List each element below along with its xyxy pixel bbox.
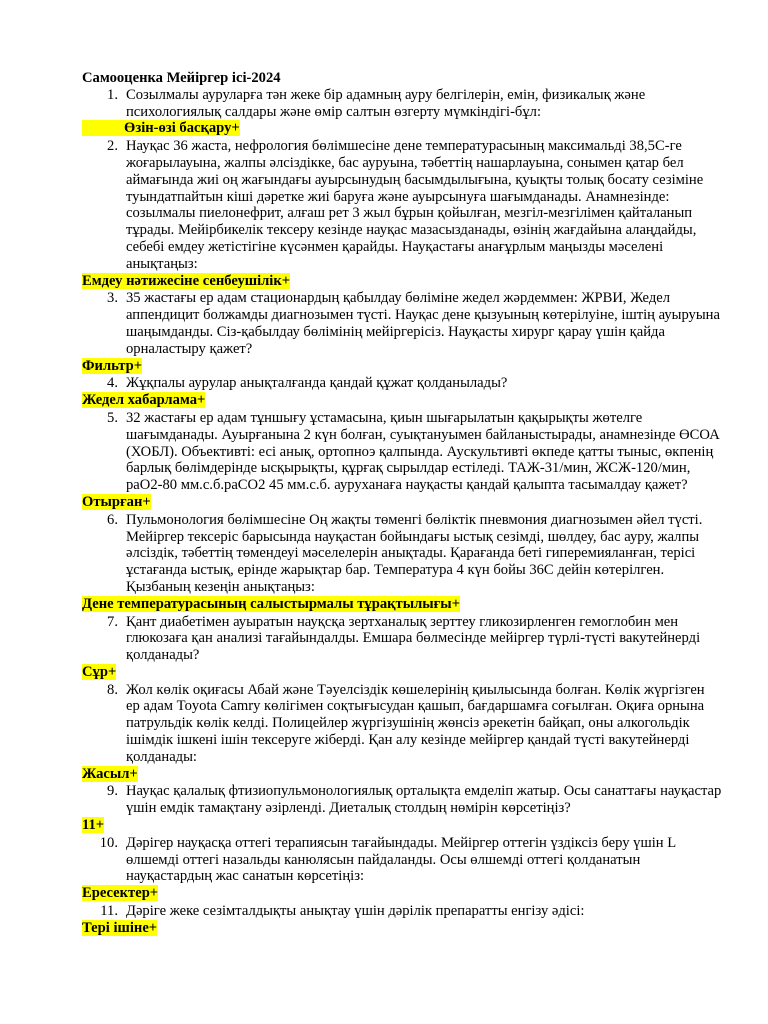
question-text: Жұқпалы аурулар анықталғанда қандай құжат қолданылады? [126, 375, 508, 392]
question-number: 8. [107, 681, 118, 698]
question-text: 35 жастағы ер адам стационардың қабылдау бөліміне жедел жәрдеммен: ЖРВИ, Жедел аппендицит болжамды диагнозымен түсті. Науқас дене қызуының көтерілуіне, іштің ауыруына шаңымданды. Сіз-қабылдау бөлімінің мейіргерісіз. Науқасты хирург қарау үшін қайда орналастыру қажет? [126, 290, 720, 357]
answer-text: Дене температурасының салыстырмалы тұрақтылығы+ [82, 595, 461, 612]
answer-text: Сұр+ [82, 663, 117, 680]
answer-text: Жедел хабарлама+ [82, 392, 206, 409]
question-number: 4. [107, 375, 118, 392]
question-1 [82, 87, 722, 121]
answer-2 [82, 273, 722, 290]
question-4 [82, 375, 722, 392]
question-number: 6. [107, 511, 118, 528]
question-8 [82, 682, 722, 766]
answer-1 [82, 120, 722, 137]
answer-text: Өзін-өзі басқару+ [82, 120, 240, 136]
answer-11 [82, 920, 722, 937]
answer-text: Отырған+ [82, 493, 151, 510]
answer-6 [82, 596, 722, 613]
question-number: 11. [100, 903, 118, 920]
document-title: Самооценка Мейіргер ісі-2024 [82, 70, 281, 86]
question-11 [82, 903, 722, 920]
question-number: 2. [107, 138, 118, 155]
question-number: 3. [107, 290, 118, 307]
question-text: Дәріге жеке сезімталдықты анықтау үшін дәрілік препаратты енгізу әдісі: [126, 903, 585, 920]
question-text: Қант диабетімен ауыратын науқсқа зертханалық зерттеу гликозирленген гемоглобин мен глюкозаға қан анализі тағайындалды. Емшара бөлмесінде мейіргер түрлі-түсті вакутейнерді қолданады? [126, 613, 701, 664]
answer-4 [82, 392, 722, 409]
answer-5 [82, 494, 722, 511]
answer-text: Жасыл+ [82, 765, 138, 782]
question-text: Созылмалы ауруларға тән жеке бір адамның ауру белгілерін, емін, физикалық және психологиялық салдары және өмір салтын өзгерту мүмкіндігі-бұл: [126, 86, 646, 120]
question-7 [82, 614, 722, 664]
answer-text: Емдеу нәтижесіне сенбеушілік+ [82, 272, 291, 289]
question-text: Дәрігер науқасқа оттегі терапиясын тағайындады. Мейіргер оттегін үздіксіз беру үшін L өлшемді оттегі назальды канюлясын пайдаланды. Осы өлшемді оттегі қолданатын науқастардың жас санатын көрсетіңіз: [126, 834, 676, 885]
question-text: 32 жастағы ер адам тұншығу ұстамасына, қиын шығарылатын қақырықты жөтелге шағымданады. Ауырғанына 2 күн болған, суықтануымен байланыстырады, анамнезінде ӨСОА (ХОБЛ). Объективті: есі анық, ортопноэ қалпында. Аускультивті өкпеде қатты тыныс, өкпенің барлық бөлімдерінде ысқырықты, құрғақ сырылдар естіледі. ТАЖ-31/мин, ЖСЖ-120/мин, раО2-80 мм.с.б.раСО2 45 мм.с.б. ауруханаға науқасты қандай қалыпта тасымалдау қажет? [126, 409, 720, 494]
question-text: Жол көлік оқиғасы Абай және Тәуелсіздік көшелерінің қиылысында болған. Көлік жүргізген ер адам Toyota Camry көлігімен соқтығысудан қашып, бағдаршамға соғылған. Оқиға орнына патрульдік көлік келді. Полицейлер жүргізушінің жөнсіз әрекетін байқап, оны алкогольдік ішімдік ішкені ішін тексеруге жіберді. Қан алу кезінде мейіргер қандай түсті вакутейнерді қолданады: [126, 681, 705, 765]
question-number: 10. [99, 834, 118, 851]
answer-10 [82, 885, 722, 902]
question-number: 1. [107, 86, 118, 103]
question-6 [82, 512, 722, 596]
question-5 [82, 410, 722, 494]
question-number: 9. [107, 783, 118, 800]
question-number: 5. [107, 409, 118, 426]
answer-9 [82, 817, 722, 834]
question-2 [82, 138, 722, 272]
answer-text: Ересектер+ [82, 885, 159, 902]
answer-3 [82, 358, 722, 375]
document-page [82, 70, 722, 938]
answer-8 [82, 766, 722, 783]
question-text: Науқас қалалық фтизиопульмонологиялық орталықта емделіп жатыр. Осы санаттағы науқастар үшін емдік тамақтану әзірленді. Диеталық столдың нөмірін көрсетіңіз? [126, 783, 722, 817]
answer-text: Фильтр+ [82, 357, 143, 374]
question-3 [82, 290, 722, 357]
question-text: Науқас 36 жаста, нефрология бөлімшесіне дене температурасының максимальді 38,5С-ге жоғарылауына, жалпы әлсіздікке, бас ауруына, тәбеттің нашарлауына, сонымен қатар бел аймағында жиі оң жағындағы ауырсынудың басымдылығына, қуықты толық босату сезіміне туындатпайтын кіші дәретке жиі баруға және ауырсынуға шағымданады. Анамнезінде: созылмалы пиелонефрит, алғаш рет 3 жыл бұрын қойылған, мезгіл-мезгілімен қайталанып тұрады. Мейірбикелік тексеру кезінде науқас мазасызданады, өзінің жағдайына алаңдайды, себебі емдеу жетістігіне күсәнмен қарайды. Науқастағы анағұрлым маңызды мәселені анықтаңыз: [126, 138, 704, 272]
answer-text: Тері ішіне+ [82, 919, 158, 936]
question-number: 7. [107, 613, 118, 630]
answer-text: 11+ [82, 817, 105, 834]
question-10 [82, 835, 722, 885]
question-text: Пульмонология бөлімшесіне Оң жақты төменгі бөліктік пневмония диагнозымен әйел түсті. Мейіргер тексеріс барысында науқастан бойындағы ыстық сезімді, шөлдеу, бас ауру, жалпы әлсіздік, тәбеттің төмендеуі мәселелерін анықтады. Қарағанда беті гиперемияланған, терісі ұстағанда ыстық, ерінде жарықтар бар. Температура 4 күн бойы 36С дейін көтерілген. Қызбаның кезеңін анықтаңыз: [126, 511, 703, 595]
answer-7 [82, 664, 722, 681]
question-9 [82, 783, 722, 817]
